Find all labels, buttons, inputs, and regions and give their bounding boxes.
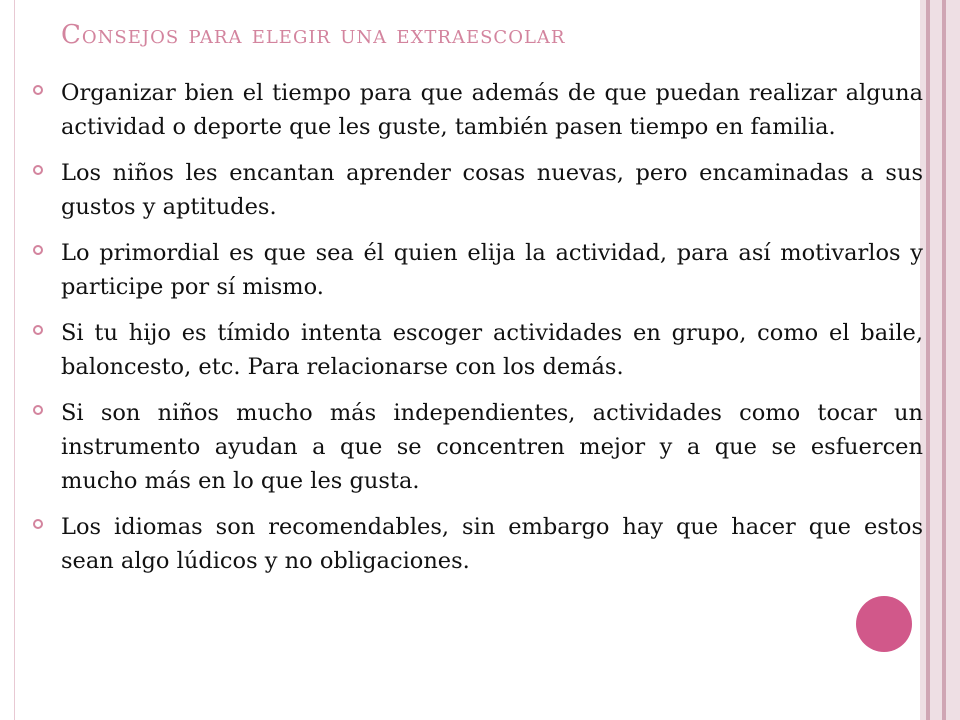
list-item <box>30 236 923 304</box>
ring-bullet-icon <box>33 405 43 415</box>
stripe <box>946 0 960 720</box>
ring-bullet-icon <box>33 325 43 335</box>
ring-bullet-icon <box>33 165 43 175</box>
ring-bullet-icon <box>33 85 43 95</box>
bullet-text: Los idiomas son recomendables, sin embargo hay que hacer que estos sean algo lúdicos y no obligaciones. <box>61 514 923 574</box>
bullet-text: Los niños les encantan aprender cosas nuevas, pero encaminadas a sus gustos y aptitudes. <box>61 160 923 220</box>
list-item <box>30 316 923 384</box>
ring-bullet-icon <box>33 245 43 255</box>
left-border-line <box>14 0 15 720</box>
stripe <box>930 0 942 720</box>
decorative-circle <box>856 596 912 652</box>
bullet-list <box>30 76 923 590</box>
bullet-text: Lo primordial es que sea él quien elija la actividad, para así motivarlos y participe por sí mismo. <box>61 240 923 300</box>
bullet-text: Si tu hijo es tímido intenta escoger actividades en grupo, como el baile, baloncesto, etc. Para relacionarse con los demás. <box>61 320 923 380</box>
slide-title: Consejos para elegir una extraescolar <box>61 20 566 50</box>
right-decorative-stripes <box>920 0 960 720</box>
list-item <box>30 76 923 144</box>
ring-bullet-icon <box>33 519 43 529</box>
list-item <box>30 510 923 578</box>
list-item <box>30 396 923 498</box>
list-item <box>30 156 923 224</box>
bullet-text: Organizar bien el tiempo para que además de que puedan realizar alguna actividad o deporte que les guste, también pasen tiempo en familia. <box>61 80 923 140</box>
bullet-text: Si son niños mucho más independientes, actividades como tocar un instrumento ayudan a que se concentren mejor y a que se esfuercen mucho más en lo que les gusta. <box>61 400 923 494</box>
